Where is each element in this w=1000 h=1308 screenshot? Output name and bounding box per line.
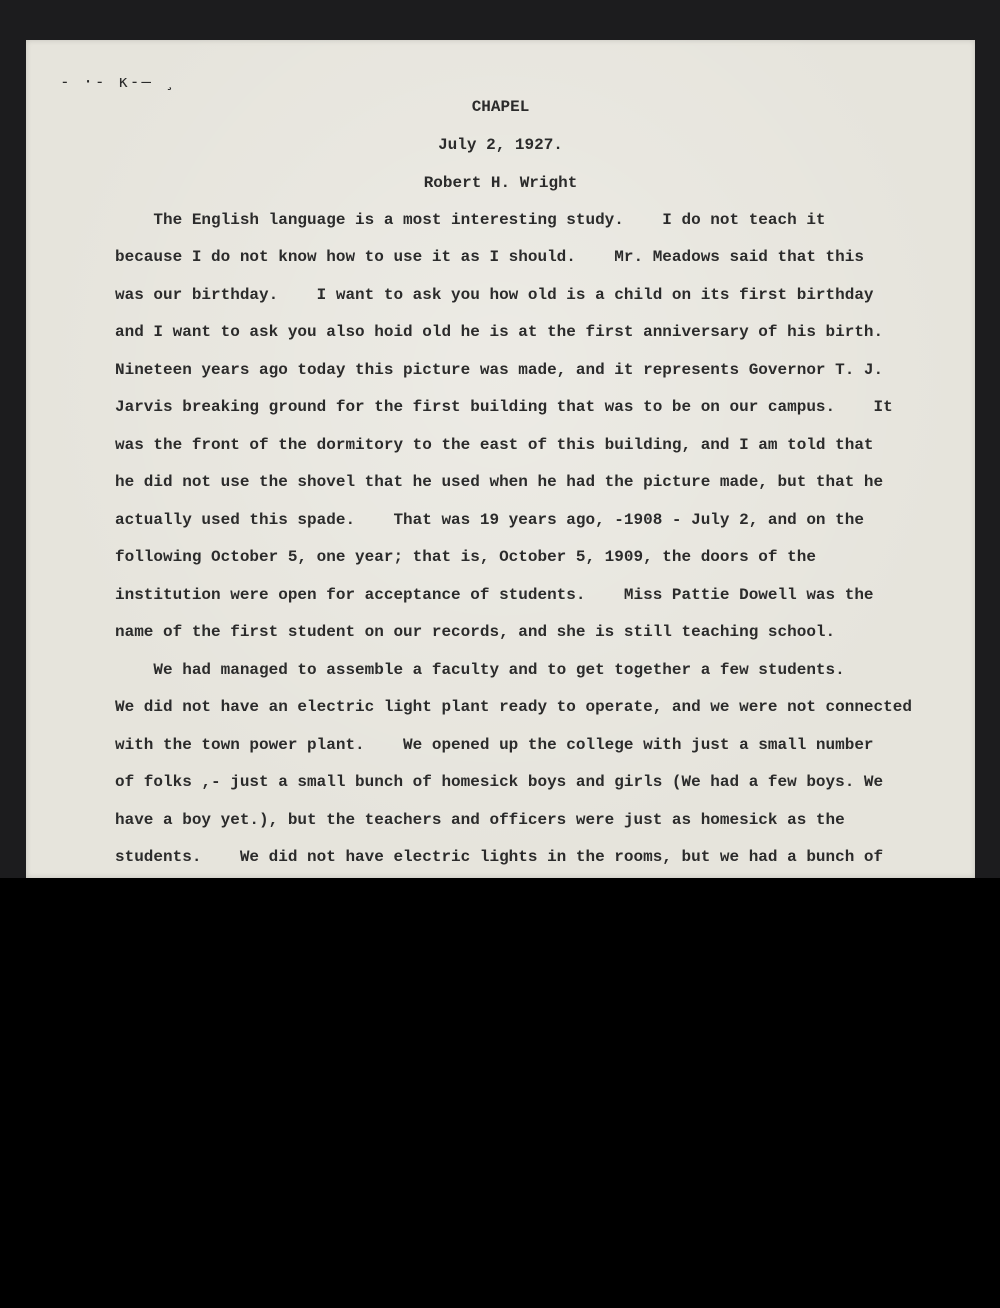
text-line: with the town power plant. We opened up the college with just a small number [115, 736, 874, 754]
text-line: The English language is a most interesting study. I do not teach it [115, 211, 826, 229]
text-line: actually used this spade. That was 19 years ago, -1908 - July 2, and on the [115, 511, 864, 529]
text-line: was the front of the dormitory to the east of this building, and I am told that [115, 436, 874, 454]
text-line: We did not have an electric light plant ready to operate, and we were not connected [115, 698, 912, 716]
text-line: because I do not know how to use it as I should. Mr. Meadows said that this [115, 248, 864, 266]
text-line: students. We did not have electric lights in the rooms, but we had a bunch of [115, 848, 884, 866]
text-line: and I want to ask you also hoid old he is at the first anniversary of his birth. [115, 323, 884, 341]
stray-ink-marks: ‐ ·‐ ĸ‐– ¸ [60, 72, 177, 91]
text-line: was our birthday. I want to ask you how old is a child on its first birthday [115, 286, 874, 304]
text-line: he did not use the shovel that he used when he had the picture made, but that he [115, 473, 884, 491]
document-author: Robert H. Wright [423, 174, 578, 192]
text-line: Nineteen years ago today this picture was made, and it represents Governor T. J. [115, 361, 884, 379]
blank-area [0, 878, 1000, 1308]
text-line: Jarvis breaking ground for the first building that was to be on our campus. It [115, 398, 893, 416]
text-line: institution were open for acceptance of students. Miss Pattie Dowell was the [115, 586, 874, 604]
text-line: have a boy yet.), but the teachers and officers were just as homesick as the [115, 811, 845, 829]
document-date: July 2, 1927. [438, 136, 563, 154]
text-line: name of the first student on our records, and she is still teaching school. [115, 623, 836, 641]
document-page [26, 40, 975, 878]
text-line: following October 5, one year; that is, October 5, 1909, the doors of the [115, 548, 816, 566]
text-line: We had managed to assemble a faculty and to get together a few students. [115, 661, 845, 679]
text-line: of folks ,- just a small bunch of homesick boys and girls (We had a few boys. We [115, 773, 884, 791]
document-heading: CHAPEL [471, 98, 530, 116]
